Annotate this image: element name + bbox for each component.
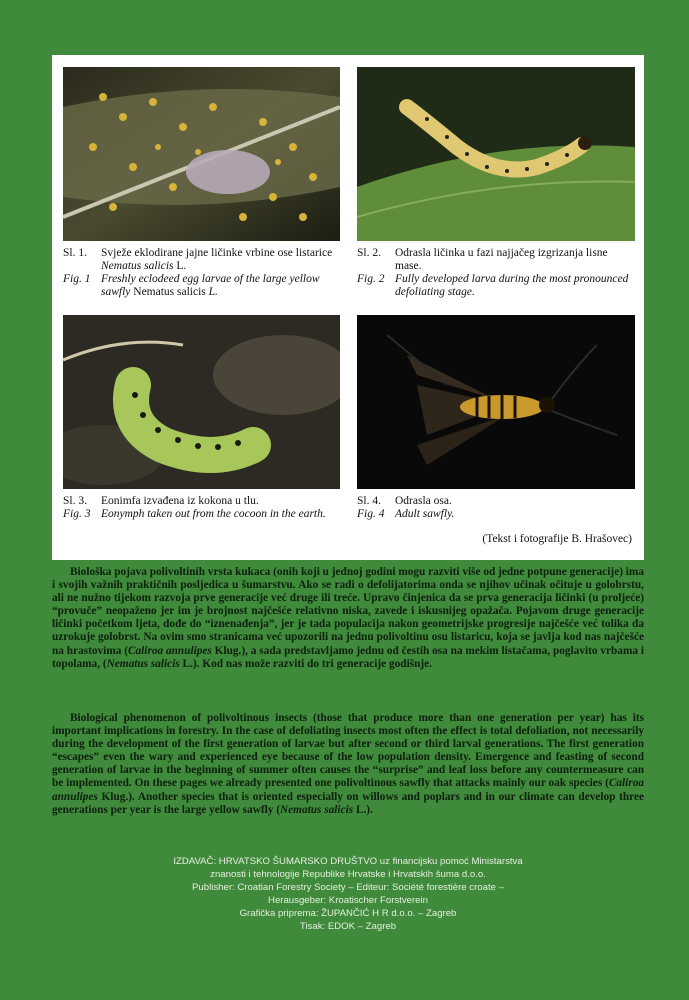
paragraph-text: Biološka pojava polivoltinih vrsta kukaca (onih koji u jednoj godini mogu razviti više od jedne potpune generacije) ima i svojih važnih praktičnih posljedica u šumarstvu. Ako se radi o defolijatorima onda se njihov učinak očituje u golobrstu, ali ne nužno tijekom razvoja prve generacije već druge ili treće. Upravo činjenica da se prva generacija ličinki (u proljeće) “provuče” neopaženo jer im je brojnost najčešće relativno niska, zavede i iskusnijeg opažača. Pojavom druge generacije ličinki početkom ljeta, dođe do “iznenađenja”, jer je tada populacija nakon geometrijske progresije najčešće već tolika da uzrokuje golobrst. Na ovim smo stranicama već upozorili na jednu polivoltinu osu listaricu, koja se javlja kod nas najčešće na hrastovima ( <box>52 566 644 657</box>
photo-adult-sawfly <box>357 315 635 489</box>
caption-text: Eonymph taken out from the cocoon in the earth. <box>101 508 326 520</box>
caption-label: Fig. 4 <box>357 508 385 520</box>
paragraph-croatian <box>52 566 644 671</box>
species-name: Nematus salicis <box>101 260 174 272</box>
caption-label: Fig. 3 <box>63 508 91 520</box>
caption-text: Svježe eklodirane jajne ličinke vrbine ose listarice <box>101 247 333 259</box>
publisher-line: IZDAVAČ: HRVATSKO ŠUMARSKO DRUŠTVO uz financijsku pomoć Ministarstva <box>173 856 523 867</box>
caption-label: Sl. 3. <box>63 495 87 507</box>
species-name: Caliroa annulipes <box>127 644 212 657</box>
species-author: L. <box>176 260 187 272</box>
caption-label: Sl. 4. <box>357 495 381 507</box>
species-name: Nematus salicis <box>133 286 206 298</box>
caption-text: Odrasla osa. <box>395 495 452 507</box>
caption-text: Eonimfa izvađena iz kokona u tlu. <box>101 495 259 507</box>
caption-text: Fully developed larva during the most pronounced defoliating stage. <box>395 273 629 298</box>
caption-text: Adult sawfly. <box>395 508 455 520</box>
caption-label: Fig. 1 <box>63 273 91 285</box>
caption-fig-4 <box>357 495 637 521</box>
paragraph-english <box>52 712 644 817</box>
species-name: Nematus salicis <box>280 803 354 816</box>
caption-fig-2 <box>357 247 637 299</box>
species-author: L. <box>208 286 218 298</box>
paragraph-text: L.). <box>353 803 373 816</box>
paragraph-text: L.). Kod nas može razviti do tri generacije godišnje. <box>179 657 432 670</box>
photo-eonymph <box>63 315 340 489</box>
caption-label: Fig. 2 <box>357 273 385 285</box>
caption-fig-3 <box>63 495 343 521</box>
caption-label: Sl. 1. <box>63 247 87 259</box>
paragraph-text: Biological phenomenon of polivoltinous insects (those that produce more than one generation per year) has its important implications in forestry. In the case of defoliating insects most often the effect is total defoliation, not necessarily during the development of the first generation of larvae but after second or third larval generations. The first generation “escapes” even the wary and experienced eye because of the low population density. Emergence and feasting of second generation of larvae in the beginning of summer often causes the “surprise” and leaf loss before any countermeasure can be implemented. On these pages we already presented one polivoltinous sawfly that attacks mainly our oak species ( <box>52 712 644 790</box>
printer-line: Tisak: EDOK – Zagreb <box>299 921 397 932</box>
caption-text: Freshly eclodeed egg larvae of the large yellow sawfly <box>101 273 320 298</box>
species-name: Caliroa annulipes <box>52 777 644 803</box>
caption-fig-1 <box>63 247 343 299</box>
photo-developed-larva <box>357 67 635 241</box>
publisher-line: znanosti i tehnologije Republike Hrvatske i Hrvatskih šuma d.o.o. <box>210 869 486 880</box>
caption-label: Sl. 2. <box>357 247 381 259</box>
prepress-line: Grafička priprema: ŽUPANČIĆ H R d.o.o. – Zagreb <box>239 908 457 919</box>
paragraph-text: Klug.), a sada predstavljamo jednu od čestih osa na mekim listačama, poglavito vrbama i topolama, ( <box>52 644 644 670</box>
species-name: Nematus salicis <box>106 657 180 670</box>
caption-text: Odrasla ličinka u fazi najjačeg izgrizanja lisne mase. <box>395 247 608 272</box>
publisher-info <box>52 855 644 933</box>
publisher-line: Publisher: Croatian Forestry Society – Editeur: Société forestière croate – <box>192 882 504 893</box>
photo-egg-larvae <box>63 67 340 241</box>
publisher-line: Herausgeber: Kroatischer Forstverein <box>268 895 428 906</box>
paragraph-text: Klug.). Another species that is oriented especially on willows and poplars and in our climate can develop three generations per year is the large yellow sawfly ( <box>52 790 644 816</box>
photo-credit: (Tekst i fotografije B. Hrašovec) <box>482 533 632 545</box>
figure-panel <box>52 55 644 560</box>
